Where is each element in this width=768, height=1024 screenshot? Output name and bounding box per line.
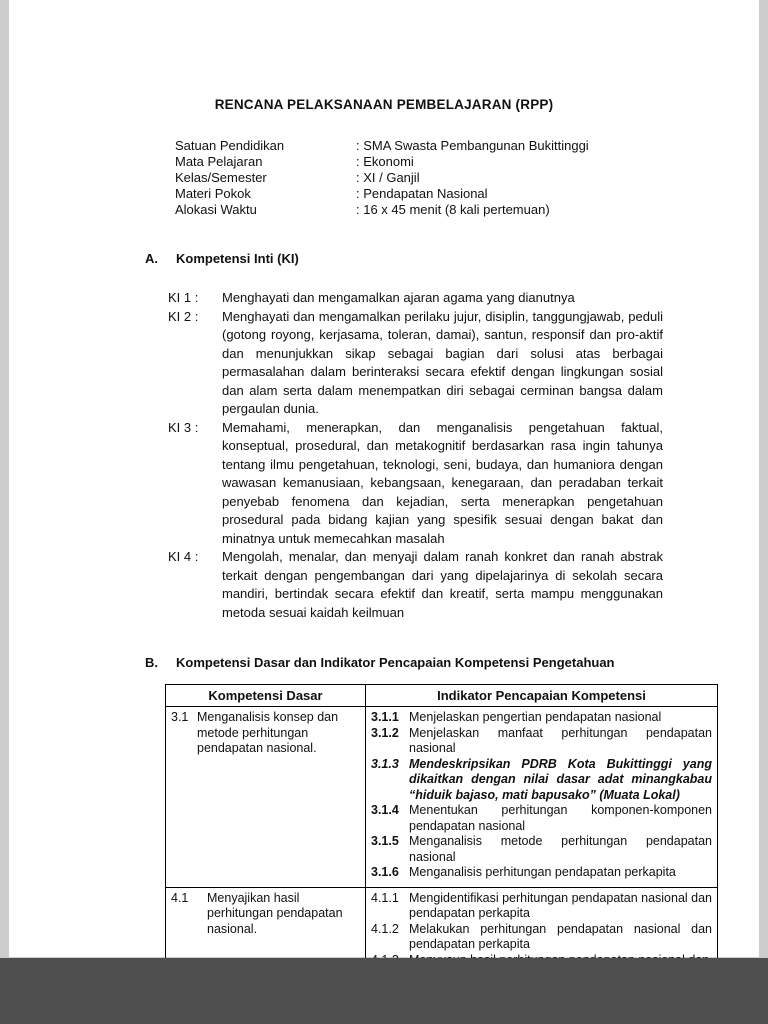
kd-indicator-table: [165, 684, 718, 975]
indicator-number: 4.1.2: [371, 921, 399, 936]
ki-item: [168, 419, 759, 549]
indicator-item: [371, 865, 712, 881]
indicator-cell: [366, 707, 718, 888]
kd-number: 3.1: [171, 710, 189, 724]
viewer-bottom-bar: [0, 958, 768, 1024]
indicator-item: [371, 710, 712, 726]
meta-label: Satuan Pendidikan: [175, 138, 285, 153]
meta-row: [175, 154, 759, 170]
section-a-title: Kompetensi Inti (KI): [176, 251, 299, 266]
indicator-text: Menentukan perhitungan komponen-komponen pendapatan nasional: [409, 803, 712, 833]
meta-label: Kelas/Semester: [175, 170, 267, 185]
section-a-heading: [145, 251, 759, 266]
indicator-item: [371, 891, 712, 922]
ki-item: [168, 289, 759, 308]
indicator-item: [371, 922, 712, 953]
ki-item: [168, 308, 759, 419]
ki-label: KI 4 :: [168, 549, 199, 564]
ki-label: KI 1 :: [168, 290, 199, 305]
kd-text: Menganalisis konsep dan metode perhitungan pendapatan nasional.: [197, 710, 339, 755]
ki-label: KI 2 :: [168, 308, 199, 324]
indicator-item: [371, 803, 712, 834]
ki-list: [168, 289, 759, 622]
meta-value: : 16 x 45 menit (8 kali pertemuan): [356, 202, 550, 217]
ki-text: Menghayati dan mengamalkan ajaran agama yang dianutnya: [222, 290, 575, 305]
table-row: [166, 707, 718, 888]
meta-value: : XI / Ganjil: [356, 170, 420, 185]
meta-block: [175, 138, 759, 218]
indicator-item: [371, 757, 712, 804]
kd-cell: [166, 707, 366, 888]
kd-number: 4.1: [171, 890, 189, 905]
meta-value: : Ekonomi: [356, 154, 414, 169]
indicator-number: 4.1.1: [371, 890, 399, 905]
section-b-heading: [145, 655, 759, 670]
section-a-letter: A.: [145, 251, 158, 266]
ki-text: Mengolah, menalar, dan menyaji dalam ranah konkret dan ranah abstrak terkait dengan pengembangan dari yang dipelajarinya di sekolah secara mandiri, bertindak secara efektif dan kreatif, serta mampu menggunakan metoda sesuai kaidah keilmuan: [222, 549, 663, 620]
indicator-number: 3.1.6: [371, 865, 399, 879]
meta-row: [175, 138, 759, 154]
table-header-kompetensi-dasar: Kompetensi Dasar: [166, 685, 366, 707]
meta-label: Materi Pokok: [175, 186, 251, 201]
table-header-indikator: Indikator Pencapaian Kompetensi: [366, 685, 718, 707]
section-b-title: Kompetensi Dasar dan Indikator Pencapaian Kompetensi Pengetahuan: [176, 655, 615, 670]
indicator-text: Mengidentifikasi perhitungan pendapatan nasional dan pendapatan perkapita: [409, 890, 713, 920]
ki-item: [168, 548, 759, 622]
indicator-number: 3.1.4: [371, 803, 399, 817]
indicator-number: 3.1.1: [371, 710, 399, 724]
indicator-number: 3.1.5: [371, 834, 399, 848]
meta-value: : Pendapatan Nasional: [356, 186, 488, 201]
ki-label: KI 3 :: [168, 419, 199, 435]
indicator-number: 3.1.3: [371, 756, 399, 771]
indicator-text: Menganalisis perhitungan pendapatan perkapita: [409, 865, 676, 879]
indicator-number: 3.1.2: [371, 725, 399, 740]
ki-text: Memahami, menerapkan, dan menganalisis pengetahuan faktual, konseptual, prosedural, dan metakognitif berdasarkan rasa ingin tahunya tentang ilmu pengetahuan, teknologi, seni, budaya, dan humaniora dengan wawasan kemanusiaan, kebangsaan, kenegaraan, dan peradaban terkait penyebab fenomena dan kejadian, serta menerapkan pengetahuan prosedural pada bidang kajian yang spesifik sesuai dengan bakat dan minatnya untuk memecahkan masalah: [222, 419, 663, 546]
kd-entry: [171, 710, 360, 757]
indicator-text: Mendeskripsikan PDRB Kota Bukittinggi yang dikaitkan dengan nilai dasar adat minangkabau “hiduik bajaso, mati bapusako” (Muata Lokal): [409, 756, 712, 802]
ki-text: Menghayati dan mengamalkan perilaku jujur, disiplin, tanggungjawab, peduli (gotong royong, kerjasama, toleran, damai), santun, responsif dan pro-aktif dan menunjukkan sikap sebagai bagian dari solusi atas berbagai permasalahan dalam berinteraksi secara efektif dengan lingkungan sosial dan alam serta dalam menempatkan diri sebagai cerminan bangsa dalam pergaulan dunia.: [222, 308, 663, 416]
indicator-text: Menjelaskan manfaat perhitungan pendapatan nasional: [409, 725, 712, 755]
meta-row: [175, 202, 759, 218]
document-title: RENCANA PELAKSANAAN PEMBELAJARAN (RPP): [214, 97, 554, 112]
meta-label: Mata Pelajaran: [175, 154, 263, 169]
indicator-item: [371, 726, 712, 757]
kd-entry: [171, 891, 360, 938]
indicator-text: Menganalisis metode perhitungan pendapatan nasional: [409, 834, 712, 864]
meta-row: [175, 186, 759, 202]
indicator-text: Melakukan perhitungan pendapatan nasional dan pendapatan perkapita: [409, 921, 712, 951]
indicator-text: Menjelaskan pengertian pendapatan nasional: [409, 710, 662, 724]
meta-label: Alokasi Waktu: [175, 202, 257, 217]
kd-text: Menyajikan hasil perhitungan pendapatan nasional.: [207, 890, 343, 936]
section-b-letter: B.: [145, 655, 158, 670]
document-page: [9, 0, 759, 957]
meta-value: : SMA Swasta Pembangunan Bukittinggi: [356, 138, 589, 153]
meta-row: [175, 170, 759, 186]
table-header-row: [166, 685, 718, 707]
indicator-item: [371, 834, 712, 865]
